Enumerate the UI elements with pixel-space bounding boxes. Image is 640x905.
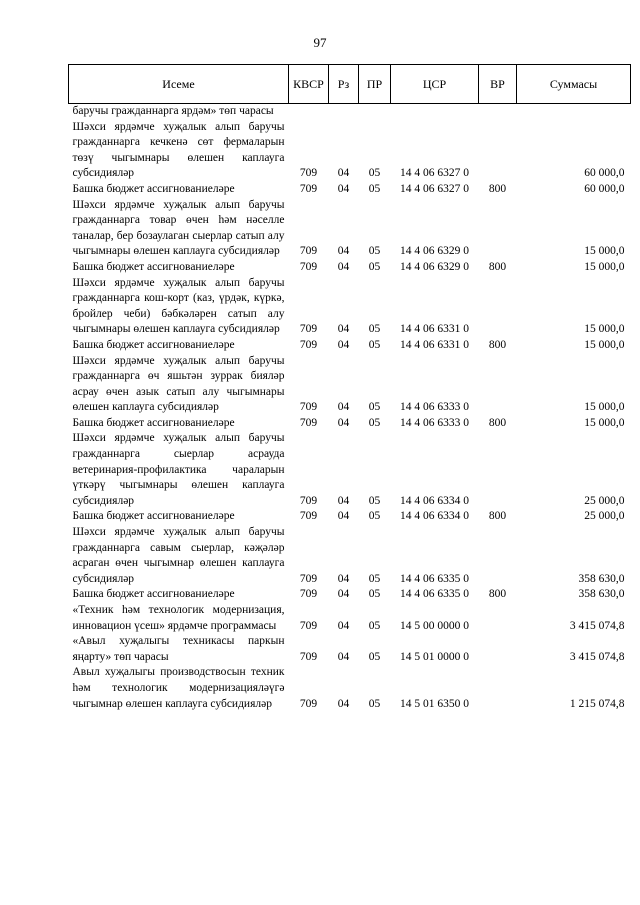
budget-table bbox=[68, 64, 631, 712]
cell-name: Авыл хуҗалыгы производствосын техник һәм технологик модернизацияләүгә чыгымнар өлешен каплауга субсидияләр bbox=[72, 666, 285, 710]
cell-sum: 15 000,0 bbox=[584, 401, 625, 414]
table-row bbox=[69, 525, 631, 587]
cell-kvsr: 709 bbox=[299, 245, 318, 258]
cell-kvsr: 709 bbox=[299, 182, 318, 195]
page-number: 97 bbox=[313, 35, 327, 50]
cell-name: Шәхси ярдәмче хуҗалык алып баручы гражданнарга кош-корт (каз, үрдәк, күркә, бройлер чеби) бәбкәләрен сатып алу чыгымнары өлешен каплауга субсидияләр bbox=[72, 276, 285, 336]
cell-csr: 14 4 06 6334 0 bbox=[400, 494, 469, 507]
cell-vr bbox=[479, 354, 517, 416]
cell-csr: 14 4 06 6329 0 bbox=[400, 245, 469, 258]
cell-vr bbox=[479, 634, 517, 665]
cell-sum: 25 000,0 bbox=[584, 510, 625, 523]
cell-vr bbox=[479, 431, 517, 509]
cell-vr: 800 bbox=[488, 182, 507, 195]
cell-rz: 04 bbox=[337, 416, 350, 429]
cell-rz: 04 bbox=[337, 245, 350, 258]
cell-name: Башка бюджет ассигнованиеләре bbox=[72, 260, 235, 273]
cell-csr: 14 4 06 6333 0 bbox=[400, 416, 469, 429]
cell-pr: 05 bbox=[368, 416, 381, 429]
table-row bbox=[69, 354, 631, 416]
table-row bbox=[69, 603, 631, 634]
cell-name: Башка бюджет ассигнованиеләре bbox=[72, 182, 235, 195]
cell-rz: 04 bbox=[337, 167, 350, 180]
cell-name: «Авыл хуҗалыгы техникасы паркын яңарту» төп чарасы bbox=[72, 635, 285, 663]
cell-csr: 14 4 06 6333 0 bbox=[400, 401, 469, 414]
cell-vr bbox=[479, 525, 517, 587]
cell-vr bbox=[479, 104, 517, 120]
cell-sum: 358 630,0 bbox=[578, 572, 625, 585]
cell-pr: 05 bbox=[368, 182, 381, 195]
cell-kvsr: 709 bbox=[299, 697, 318, 710]
cell-name: «Техник һәм технологик модернизация, инновацион үсеш» ярдәмче программасы bbox=[72, 604, 285, 632]
table-row bbox=[69, 338, 631, 354]
table-row bbox=[69, 431, 631, 509]
table-row bbox=[69, 276, 631, 338]
cell-pr: 05 bbox=[368, 619, 381, 632]
cell-pr: 05 bbox=[368, 167, 381, 180]
cell-kvsr: 709 bbox=[299, 494, 318, 507]
table-row bbox=[69, 416, 631, 432]
table-row bbox=[69, 198, 631, 260]
cell-sum: 60 000,0 bbox=[584, 167, 625, 180]
cell-kvsr: 709 bbox=[299, 588, 318, 601]
cell-kvsr: 709 bbox=[299, 619, 318, 632]
cell-csr: 14 4 06 6327 0 bbox=[400, 167, 469, 180]
cell-name: Башка бюджет ассигнованиеләре bbox=[72, 338, 235, 351]
cell-vr: 800 bbox=[488, 260, 507, 273]
cell-csr: 14 4 06 6335 0 bbox=[400, 572, 469, 585]
header-csr: ЦСР bbox=[391, 65, 479, 104]
cell-rz: 04 bbox=[337, 260, 350, 273]
cell-rz: 04 bbox=[337, 494, 350, 507]
cell-rz: 04 bbox=[337, 338, 350, 351]
cell-pr: 05 bbox=[368, 323, 381, 336]
cell-pr: 05 bbox=[368, 650, 381, 663]
table-row bbox=[69, 665, 631, 712]
cell-vr bbox=[479, 665, 517, 712]
cell-name: Шәхси ярдәмче хуҗалык алып баручы гражданнарга кечкенә сөт фермаларын төзү чыгымнары өлешен каплауга субсидияләр bbox=[72, 120, 285, 180]
cell-csr: 14 4 06 6331 0 bbox=[400, 338, 469, 351]
cell-kvsr bbox=[289, 104, 329, 120]
cell-sum: 358 630,0 bbox=[578, 588, 625, 601]
cell-name: Шәхси ярдәмче хуҗалык алып баручы гражданнарга сыерлар асрауда ветеринария-профилактика чараларын үткәрү чыгымнары өлешен каплауга субсидияләр bbox=[72, 432, 285, 507]
cell-pr bbox=[359, 104, 391, 120]
cell-name: Шәхси ярдәмче хуҗалык алып баручы гражданнарга өч яшьтән зуррак бияләр асрау өчен азык сатып алу чыгымнары өлешен каплауга субсидияләр bbox=[72, 354, 285, 414]
cell-name: Башка бюджет ассигнованиеләре bbox=[72, 416, 235, 429]
cell-csr: 14 4 06 6331 0 bbox=[400, 323, 469, 336]
cell-vr bbox=[479, 603, 517, 634]
cell-pr: 05 bbox=[368, 510, 381, 523]
cell-vr: 800 bbox=[488, 510, 507, 523]
cell-kvsr: 709 bbox=[299, 572, 318, 585]
table-row bbox=[69, 587, 631, 603]
cell-vr bbox=[479, 276, 517, 338]
cell-kvsr: 709 bbox=[299, 260, 318, 273]
cell-rz: 04 bbox=[337, 697, 350, 710]
cell-rz: 04 bbox=[337, 323, 350, 336]
cell-name: Башка бюджет ассигнованиеләре bbox=[72, 510, 235, 523]
table-header-row bbox=[69, 65, 631, 104]
cell-kvsr: 709 bbox=[299, 338, 318, 351]
cell-rz: 04 bbox=[337, 619, 350, 632]
cell-kvsr: 709 bbox=[299, 650, 318, 663]
cell-name: Шәхси ярдәмче хуҗалык алып баручы гражданнарга савым сыерлар, кәҗәләр асраган өчен чыгымнар өлешен каплауга субсидияләр bbox=[72, 526, 285, 585]
cell-pr: 05 bbox=[368, 588, 381, 601]
cell-csr: 14 5 00 0000 0 bbox=[400, 619, 469, 632]
cell-pr: 05 bbox=[368, 572, 381, 585]
cell-rz: 04 bbox=[337, 510, 350, 523]
cell-name: Башка бюджет ассигнованиеләре bbox=[72, 588, 235, 601]
cell-sum: 60 000,0 bbox=[584, 182, 625, 195]
header-rz: Рз bbox=[329, 65, 359, 104]
cell-vr bbox=[479, 120, 517, 182]
cell-rz: 04 bbox=[337, 588, 350, 601]
cell-rz: 04 bbox=[337, 650, 350, 663]
cell-vr: 800 bbox=[488, 588, 507, 601]
header-pr: ПР bbox=[359, 65, 391, 104]
cell-vr: 800 bbox=[488, 338, 507, 351]
header-name: Исеме bbox=[69, 65, 289, 104]
table-row bbox=[69, 120, 631, 182]
header-vr: ВР bbox=[479, 65, 517, 104]
cell-vr: 800 bbox=[488, 416, 507, 429]
cell-sum: 3 415 074,8 bbox=[569, 619, 625, 632]
cell-pr: 05 bbox=[368, 260, 381, 273]
cell-sum bbox=[517, 104, 631, 120]
cell-kvsr: 709 bbox=[299, 167, 318, 180]
cell-pr: 05 bbox=[368, 494, 381, 507]
cell-csr: 14 5 01 0000 0 bbox=[400, 650, 469, 663]
cell-sum: 1 215 074,8 bbox=[569, 697, 625, 710]
cell-sum: 25 000,0 bbox=[584, 494, 625, 507]
cell-pr: 05 bbox=[368, 697, 381, 710]
cell-name: баручы гражданнарга ярдәм» төп чарасы bbox=[72, 105, 274, 117]
table-row bbox=[69, 104, 631, 120]
cell-sum: 15 000,0 bbox=[584, 323, 625, 336]
header-sum: Суммасы bbox=[517, 65, 631, 104]
cell-vr bbox=[479, 198, 517, 260]
cell-csr: 14 4 06 6327 0 bbox=[400, 182, 469, 195]
table-row bbox=[69, 182, 631, 198]
cell-pr: 05 bbox=[368, 401, 381, 414]
header-kvsr: КВСР bbox=[289, 65, 329, 104]
cell-csr: 14 4 06 6335 0 bbox=[400, 588, 469, 601]
cell-name: Шәхси ярдәмче хуҗалык алып баручы гражданнарга товар өчен һәм нәселле таналар, бер бозаулаган сыерлар сатып алу чыгымнары өлешен каплауга субсидияләр bbox=[72, 198, 285, 258]
cell-csr bbox=[391, 104, 479, 120]
cell-rz bbox=[329, 104, 359, 120]
cell-sum: 3 415 074,8 bbox=[569, 650, 625, 663]
cell-pr: 05 bbox=[368, 245, 381, 258]
cell-rz: 04 bbox=[337, 572, 350, 585]
cell-kvsr: 709 bbox=[299, 510, 318, 523]
cell-rz: 04 bbox=[337, 401, 350, 414]
cell-sum: 15 000,0 bbox=[584, 245, 625, 258]
cell-sum: 15 000,0 bbox=[584, 416, 625, 429]
cell-csr: 14 4 06 6334 0 bbox=[400, 510, 469, 523]
cell-pr: 05 bbox=[368, 338, 381, 351]
cell-kvsr: 709 bbox=[299, 323, 318, 336]
cell-kvsr: 709 bbox=[299, 401, 318, 414]
cell-csr: 14 5 01 6350 0 bbox=[400, 697, 469, 710]
table-row bbox=[69, 260, 631, 276]
cell-sum: 15 000,0 bbox=[584, 260, 625, 273]
table-row bbox=[69, 634, 631, 665]
table-row bbox=[69, 509, 631, 525]
cell-csr: 14 4 06 6329 0 bbox=[400, 260, 469, 273]
cell-rz: 04 bbox=[337, 182, 350, 195]
cell-sum: 15 000,0 bbox=[584, 338, 625, 351]
cell-kvsr: 709 bbox=[299, 416, 318, 429]
